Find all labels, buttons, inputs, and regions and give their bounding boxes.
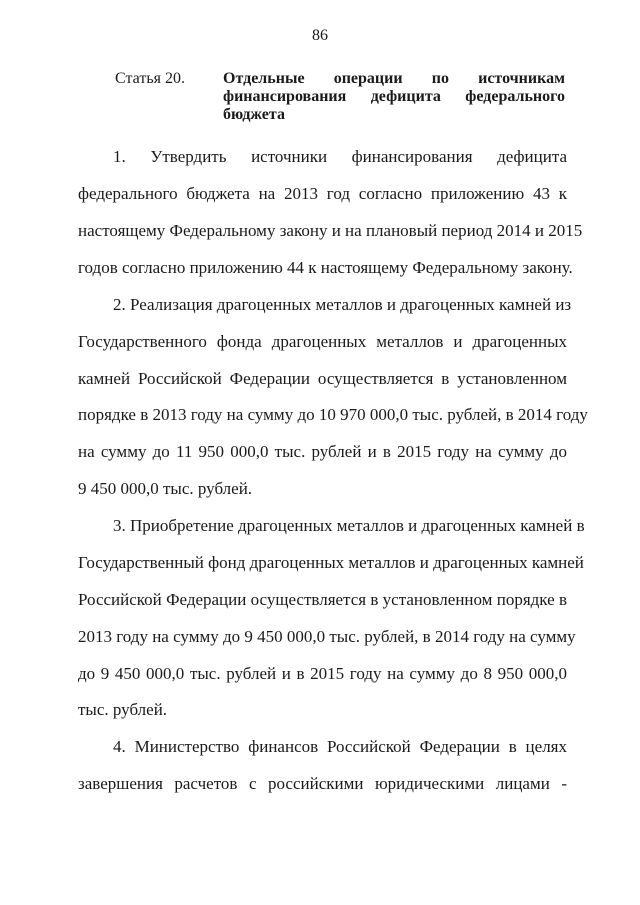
text-line: настоящему Федеральному закону и на плановый период 2014 и 2015 [78,221,583,240]
text-line: 1. Утвердить источники финансирования дефицита [113,147,567,166]
text-line: Государственный фонд драгоценных металлов и драгоценных камней [78,553,584,572]
article-title: Отдельные операции по источникам финансирования дефицита федерального бюджета [223,70,565,123]
text-line: Российской Федерации осуществляется в установленном порядке в [78,590,567,609]
text-line: 2. Реализация драгоценных металлов и драгоценных камней из [113,295,572,314]
text-line: порядке в 2013 году на сумму до 10 970 000,0 тыс. рублей, в 2014 году [78,405,588,424]
text-line: тыс. рублей. [78,700,168,719]
text-line: камней Российской Федерации осуществляется в установленном [78,369,567,388]
text-line: на сумму до 11 950 000,0 тыс. рублей и в 2015 году на сумму до [78,442,567,461]
text-line: 9 450 000,0 тыс. рублей. [78,479,253,498]
text-line: 3. Приобретение драгоценных металлов и драгоценных камней в [113,516,585,535]
text-line: годов согласно приложению 44 к настоящему Федеральному закону. [78,258,573,277]
article-label: Статья 20. [115,70,185,87]
text-line: завершения расчетов с российскими юридическими лицами - [78,774,567,793]
text-line: Государственного фонда драгоценных металлов и драгоценных [78,332,567,351]
page-number: 86 [312,27,328,44]
text-line: 4. Министерство финансов Российской Федерации в целях [113,737,567,756]
text-line: 2013 году на сумму до 9 450 000,0 тыс. рублей, в 2014 году на сумму [78,627,576,646]
text-line: федерального бюджета на 2013 год согласно приложению 43 к [78,184,567,203]
text-line: до 9 450 000,0 тыс. рублей и в 2015 году на сумму до 8 950 000,0 [78,664,567,683]
